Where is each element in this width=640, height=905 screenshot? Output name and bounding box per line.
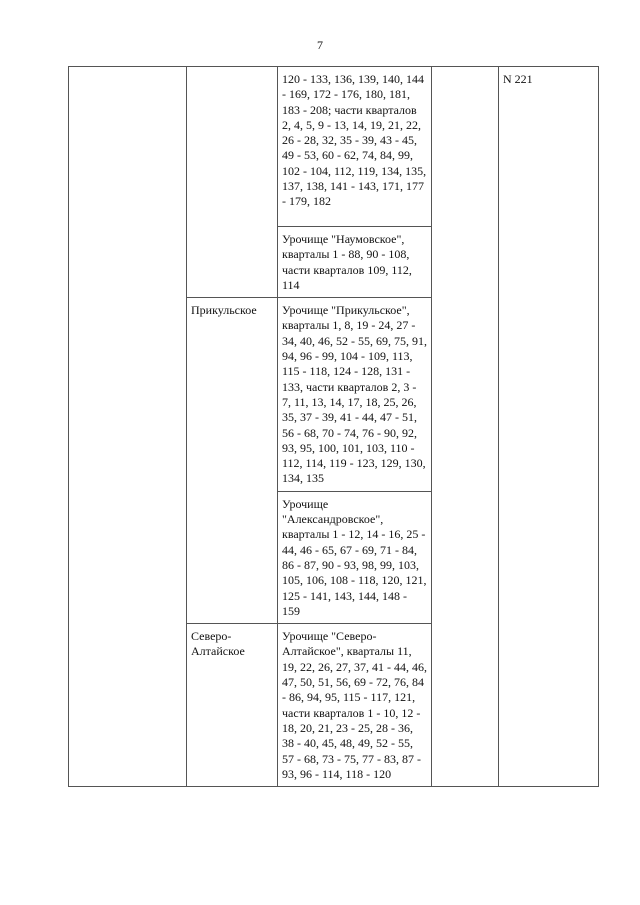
tract-text: Урочище "Наумовское", кварталы 1 - 88, 90 - 108, части кварталов 109, 112, 114 bbox=[282, 232, 412, 292]
district-name: Прикульское bbox=[191, 303, 257, 318]
district-name-cell bbox=[187, 67, 278, 298]
tract-text: 120 - 133, 136, 139, 140, 144 - 169, 172 - 176, 180, 181, 183 - 208; части кварталов 2, 4, 5, 9 - 13, 14, 19, 21, 22, 26 - 28, 32, 35 - 39, 43 - 45, 49 - 53, 60 - 62, 74, 84, 99, 102 - 104, 112, 119, 134, 135, 137, 138, 141 - 143, 171, 177 - 179, 182 bbox=[282, 72, 427, 209]
tract-cell bbox=[278, 67, 432, 227]
document-number: N 221 bbox=[503, 72, 533, 86]
tract-cell bbox=[278, 624, 432, 787]
page-number: 7 bbox=[317, 38, 323, 52]
tract-text: Урочище "Северо-Алтайское", кварталы 11, 19, 22, 26, 27, 37, 41 - 44, 46, 47, 50, 51, 56, 69 - 72, 76, 84 - 86, 94, 95, 115 - 117, 121, части кварталов 1 - 10, 12 - 18, 20, 21, 23 - 25, 28 - 36, 38 - 40, 45, 48, 49, 52 - 55, 57 - 68, 73 - 75, 77 - 83, 87 - 93, 96 - 114, 118 - 120 bbox=[282, 629, 427, 781]
table-row bbox=[69, 67, 599, 227]
empty-cell bbox=[432, 67, 499, 787]
tract-text: Урочище "Прикульское", кварталы 1, 8, 19 - 24, 27 - 34, 40, 46, 52 - 55, 69, 75, 91, 94, 96 - 99, 104 - 109, 113, 115 - 118, 124 - 128, 131 - 133, части кварталов 2, 3 - 7, 11, 13, 14, 17, 18, 25, 26, 35, 37 - 39, 41 - 44, 47 - 51, 56 - 68, 70 - 74, 76 - 90, 92, 93, 95, 100, 101, 103, 110 - 112, 114, 119 - 123, 129, 130, 134, 135 bbox=[282, 303, 427, 486]
tract-text: Урочище "Александровское", кварталы 1 - 12, 14 - 16, 25 - 44, 46 - 65, 67 - 69, 71 - 84, 86 - 87, 90 - 93, 98, 99, 103, 105, 106, 108 - 118, 120, 121, 125 - 141, 143, 144, 148 - 159 bbox=[282, 496, 427, 618]
tract-cell bbox=[278, 227, 432, 298]
forest-districts-table bbox=[68, 66, 599, 787]
region-cell bbox=[69, 67, 187, 787]
district-name-cell bbox=[187, 624, 278, 787]
tract-cell bbox=[278, 298, 432, 492]
document-number-cell bbox=[499, 67, 599, 787]
district-name: Северо-Алтайское bbox=[191, 629, 245, 659]
district-name-cell bbox=[187, 298, 278, 624]
tract-cell bbox=[278, 491, 432, 623]
